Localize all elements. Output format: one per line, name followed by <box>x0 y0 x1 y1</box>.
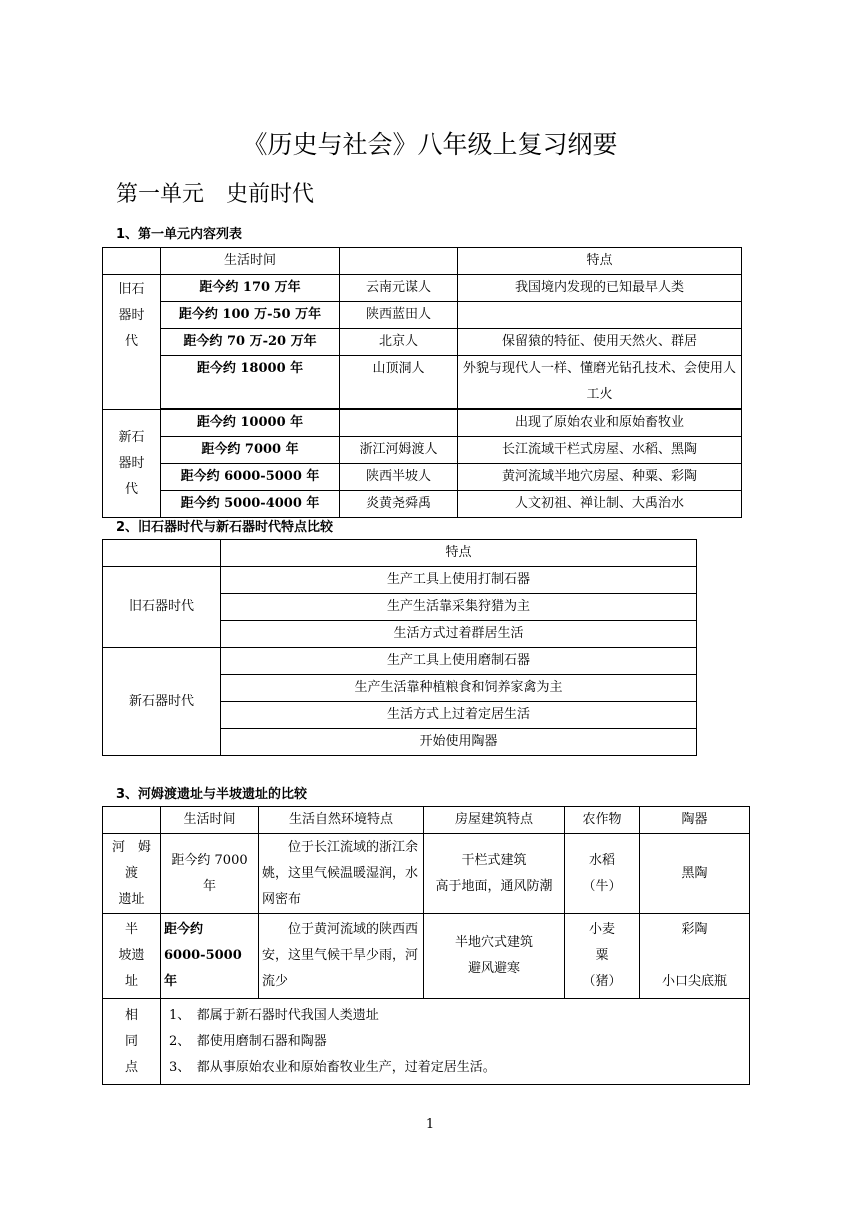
section2-caption: 2、旧石器时代与新石器时代特点比较 <box>116 520 334 535</box>
table-cell: 炎黄尧舜禹 <box>340 491 458 518</box>
table-cell: 生产生活靠采集狩猎为主 <box>221 594 697 621</box>
table-row <box>103 807 750 834</box>
same-points-list <box>161 999 750 1085</box>
table-header: 陶器 <box>640 807 750 834</box>
table-cell: 开始使用陶器 <box>221 729 697 756</box>
table-cell: 距今约 6000-5000 年 <box>161 914 259 999</box>
page-title: 《历史与社会》八年级上复习纲要 <box>242 130 618 159</box>
paleolithic-label: 旧石器时代 <box>103 567 221 648</box>
table-row <box>103 410 742 437</box>
era-label-paleolithic: 旧石 器时 代 <box>103 275 161 410</box>
table-header: 生活时间 <box>161 807 259 834</box>
table-cell <box>340 248 458 275</box>
table-cell <box>103 807 161 834</box>
table-cell: 陕西半坡人 <box>340 464 458 491</box>
table-cell: 距今约 170 万年 <box>161 275 340 302</box>
table-cell: 山顶洞人 <box>340 356 458 409</box>
era-content-table <box>102 247 742 518</box>
table-row <box>103 302 742 329</box>
table-cell: 距今约 6000-5000 年 <box>161 464 340 491</box>
table-cell: 生产生活靠种植粮食和饲养家禽为主 <box>221 675 697 702</box>
table-row <box>103 540 697 567</box>
table-header: 农作物 <box>565 807 640 834</box>
list-item: 1、 都属于新石器时代我国人类遗址 <box>169 1007 379 1023</box>
table-cell <box>458 302 742 329</box>
table-row <box>103 648 697 675</box>
table-cell: 陕西蓝田人 <box>340 302 458 329</box>
table-cell: 黑陶 <box>640 834 750 914</box>
table-cell: 彩陶 小口尖底瓶 <box>640 914 750 999</box>
list-item: 2、 都使用磨制石器和陶器 <box>169 1033 327 1049</box>
table-cell: 距今约 10000 年 <box>161 410 340 437</box>
table-cell: 长江流域干栏式房屋、水稻、黑陶 <box>458 437 742 464</box>
table-cell: 距今约 7000 年 <box>161 437 340 464</box>
table-header: 生活时间 <box>161 248 340 275</box>
table-row <box>103 567 697 594</box>
table-cell: 浙江河姆渡人 <box>340 437 458 464</box>
table-cell: 距今约 18000 年 <box>161 356 340 409</box>
hemudu-label: 河 姆 渡 遗址 <box>103 834 161 914</box>
section3-caption: 3、河姆渡遗址与半坡遗址的比较 <box>116 787 308 802</box>
table-row <box>103 999 750 1085</box>
table-header: 生活自然环境特点 <box>259 807 424 834</box>
table-cell <box>103 540 221 567</box>
list-item: 3、 都从事原始农业和原始畜牧业生产，过着定居生活。 <box>169 1059 496 1075</box>
table-header: 特点 <box>458 248 742 275</box>
table-cell: 外貌与现代人一样、懂磨光钻孔技术、会使用人工火 <box>458 356 742 409</box>
table-cell: 位于长江流域的浙江余姚，这里气候温暖湿润，水网密布 <box>259 834 424 914</box>
table-header: 房屋建筑特点 <box>424 807 565 834</box>
page-number: 1 <box>425 1117 435 1132</box>
table-row <box>103 914 750 999</box>
neolithic-label: 新石器时代 <box>103 648 221 756</box>
era-comparison-table <box>102 539 697 756</box>
table-cell: 北京人 <box>340 329 458 356</box>
table-cell: 半地穴式建筑 避风避寒 <box>424 914 565 999</box>
section1-caption: 1、第一单元内容列表 <box>116 227 243 242</box>
table-cell: 人文初祖、禅让制、大禹治水 <box>458 491 742 518</box>
table-cell: 距今约 7000 年 <box>161 834 259 914</box>
table-cell <box>103 248 161 275</box>
table-cell: 小麦 粟 （猪） <box>565 914 640 999</box>
table-cell: 生产工具上使用磨制石器 <box>221 648 697 675</box>
era-label-neolithic: 新石 器时 代 <box>103 410 161 518</box>
table-row <box>103 275 742 302</box>
table-row <box>103 464 742 491</box>
table-cell: 距今约 100 万-50 万年 <box>161 302 340 329</box>
table-cell: 距今约 70 万-20 万年 <box>161 329 340 356</box>
table-cell: 生活方式过着群居生活 <box>221 621 697 648</box>
table-cell: 水稻 （牛） <box>565 834 640 914</box>
table-row <box>103 437 742 464</box>
table-cell <box>340 410 458 437</box>
table-header: 特点 <box>221 540 697 567</box>
unit-heading: 第一单元 史前时代 <box>116 182 315 207</box>
table-cell: 云南元谋人 <box>340 275 458 302</box>
table-cell: 黄河流域半地穴房屋、种粟、彩陶 <box>458 464 742 491</box>
table-row <box>103 834 750 914</box>
banpo-label: 半 坡遗 址 <box>103 914 161 999</box>
table-cell: 我国境内发现的已知最早人类 <box>458 275 742 302</box>
table-cell: 保留猿的特征、使用天然火、群居 <box>458 329 742 356</box>
table-cell: 生活方式上过着定居生活 <box>221 702 697 729</box>
table-cell: 出现了原始农业和原始畜牧业 <box>458 410 742 437</box>
same-points-label: 相 同 点 <box>103 999 161 1085</box>
table-row <box>103 248 742 275</box>
table-cell: 距今约 5000-4000 年 <box>161 491 340 518</box>
table-row <box>103 491 742 518</box>
table-cell: 生产工具上使用打制石器 <box>221 567 697 594</box>
table-row <box>103 329 742 356</box>
site-comparison-table <box>102 806 750 1085</box>
table-cell: 位于黄河流域的陕西西安，这里气候干旱少雨，河流少 <box>259 914 424 999</box>
table-row <box>103 356 742 409</box>
table-cell: 干栏式建筑 高于地面，通风防潮 <box>424 834 565 914</box>
